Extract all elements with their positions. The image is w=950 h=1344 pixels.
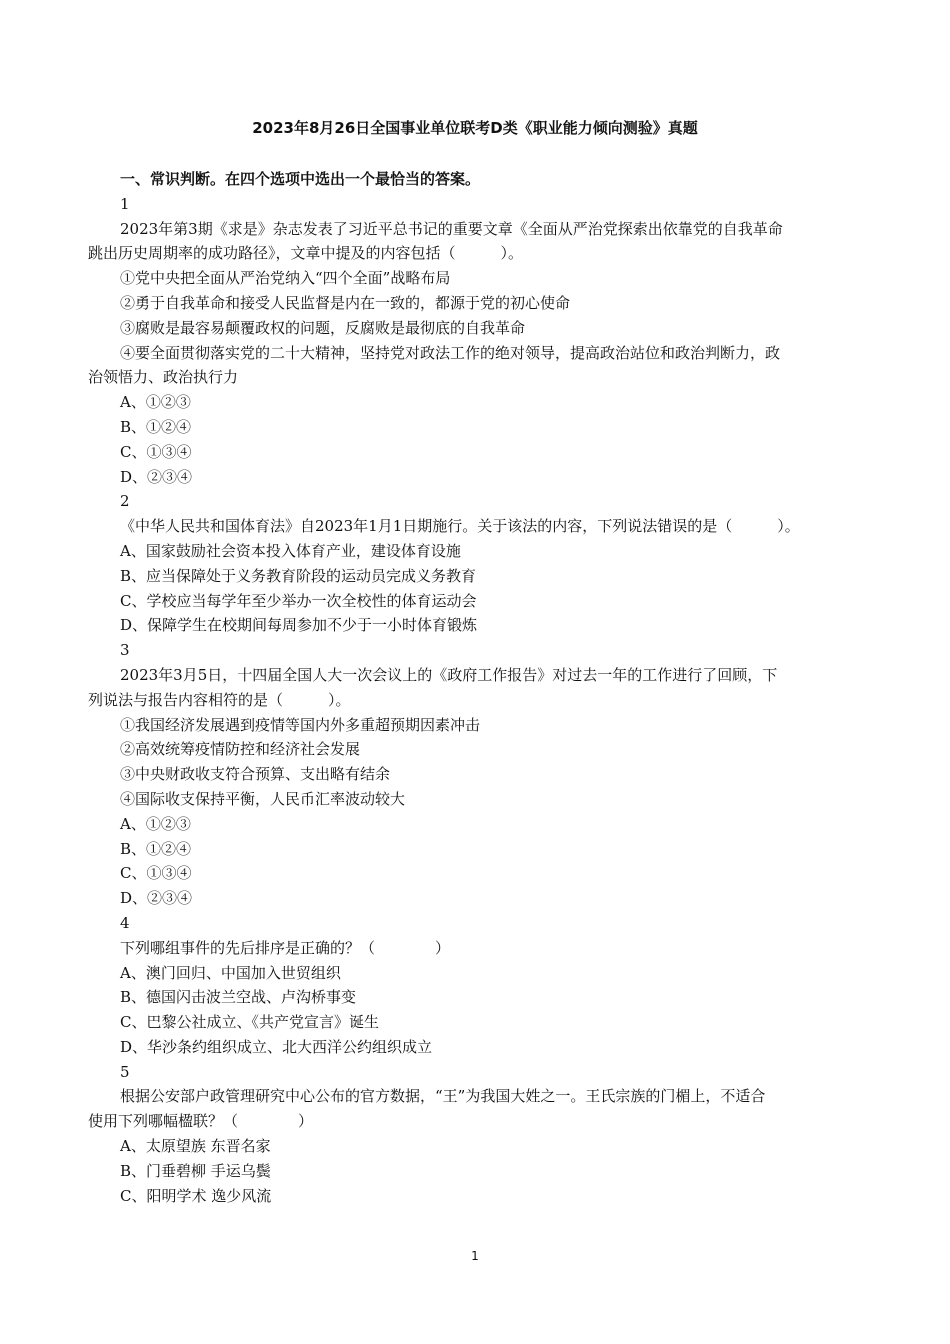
question-stem: 2023年第3期《求是》杂志发表了习近平总书记的重要文章《全面从严治党探索出依靠党的自我革命 (120, 219, 783, 238)
question-number: 1 (120, 194, 130, 213)
option-b: B、门垂碧柳 手运乌鬓 (120, 1161, 271, 1180)
option-b: B、德国闪击波兰空战、卢沟桥事变 (120, 988, 357, 1007)
section-title: 一、常识判断。在四个选项中选出一个最恰当的答案。 (120, 170, 481, 188)
statement-item: ③中央财政收支符合预算、支出略有结余 (120, 765, 391, 784)
statement-item: ②勇于自我革命和接受人民监督是内在一致的，都源于党的初心使命 (120, 293, 571, 312)
option-b: B、①②④ (120, 839, 192, 858)
statement-item: ①我国经济发展遇到疫情等国内外多重超预期因素冲击 (120, 715, 481, 734)
document-title: 2023年8月26日全国事业单位联考D类《职业能力倾向测验》真题 (252, 119, 698, 137)
option-b: B、应当保障处于义务教育阶段的运动员完成义务教育 (120, 566, 477, 585)
question-stem-continued: 跳出历史周期率的成功路径》，文章中提及的内容包括（ ）。 (88, 244, 524, 263)
option-c: C、①③④ (120, 864, 192, 883)
statement-item: ②高效统筹疫情防控和经济社会发展 (120, 740, 361, 759)
option-d: D、②③④ (120, 889, 193, 908)
statement-item: ④国际收支保持平衡，人民币汇率波动较大 (120, 789, 406, 808)
document-body (88, 167, 863, 1208)
option-d: D、华沙条约组织成立、北大西洋公约组织成立 (120, 1037, 433, 1056)
option-c: C、巴黎公社成立、《共产党宣言》诞生 (120, 1013, 379, 1032)
option-b: B、①②④ (120, 417, 192, 436)
option-a: A、澳门回归、中国加入世贸组织 (120, 963, 341, 982)
option-a: A、国家鼓励社会资本投入体育产业，建设体育设施 (120, 541, 461, 560)
question-stem: 2023年3月5日，十四届全国人大一次会议上的《政府工作报告》对过去一年的工作进行了回顾，下 (120, 665, 778, 684)
statement-item-continued: 治领悟力、政治执行力 (88, 368, 239, 387)
page-number: 1 (471, 1249, 479, 1263)
question-stem: 《中华人民共和国体育法》自2023年1月1日期施行。关于该法的内容，下列说法错误的是（ ）。 (120, 517, 800, 536)
option-a: A、①②③ (120, 814, 191, 833)
option-a: A、太原望族 东晋名家 (120, 1137, 271, 1156)
question-stem-continued: 使用下列哪幅楹联？（ ） (88, 1112, 314, 1131)
option-c: C、阳明学术 逸少风流 (120, 1186, 272, 1205)
question-stem: 根据公安部户政管理研究中心公布的官方数据，“王”为我国大姓之一。王氏宗族的门楣上，不适合 (120, 1087, 766, 1106)
question-stem-continued: 列说法与报告内容相符的是（ ）。 (88, 690, 351, 709)
question-stem: 下列哪组事件的先后排序是正确的？（ ） (120, 938, 451, 957)
question-number: 5 (120, 1062, 130, 1081)
option-d: D、②③④ (120, 467, 193, 486)
option-d: D、保障学生在校期间每周参加不少于一小时体育锻炼 (120, 616, 478, 635)
option-a: A、①②③ (120, 393, 191, 412)
option-c: C、学校应当每学年至少举办一次全校性的体育运动会 (120, 591, 477, 610)
statement-item: ④要全面贯彻落实党的二十大精神，坚持党对政法工作的绝对领导，提高政治站位和政治判断力，政 (120, 343, 781, 362)
statement-item: ③腐败是最容易颠覆政权的问题，反腐败是最彻底的自我革命 (120, 318, 526, 337)
statement-item: ①党中央把全面从严治党纳入“四个全面”战略布局 (120, 269, 451, 288)
question-number: 4 (120, 913, 130, 932)
question-number: 2 (120, 492, 130, 511)
question-number: 3 (120, 641, 130, 660)
option-c: C、①③④ (120, 442, 192, 461)
